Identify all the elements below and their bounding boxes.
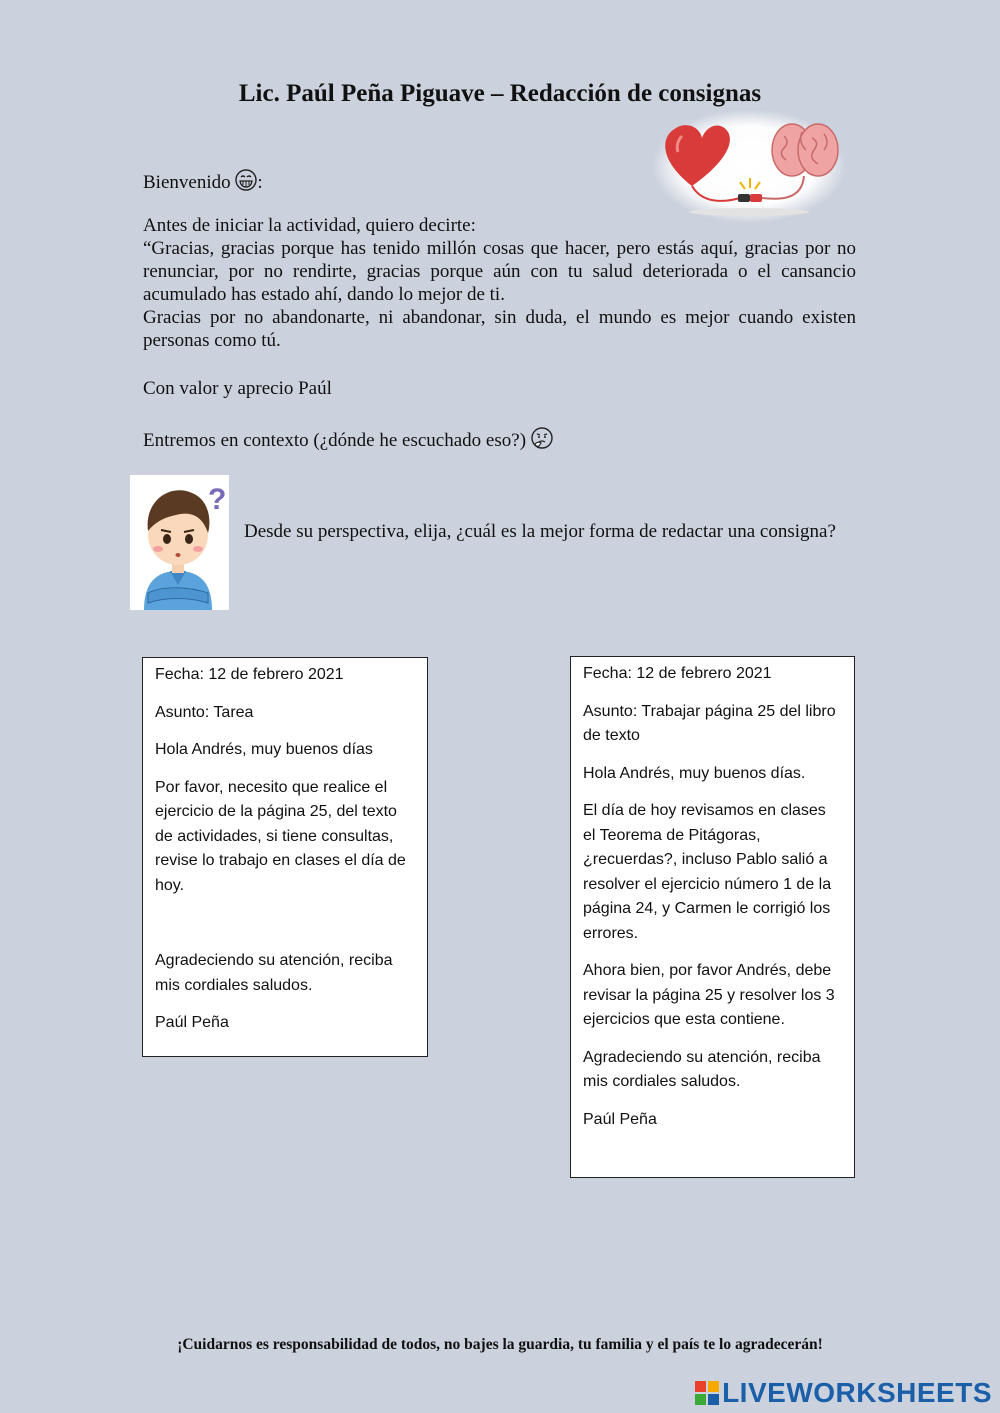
thinking-face-icon <box>531 427 553 455</box>
letter-b-subject: Asunto: Trabajar página 25 del libro de texto <box>583 702 836 744</box>
footer-message: ¡Cuidarnos es responsabilidad de todos, no bajes la guardia, tu familia y el país te lo agradecerán! <box>177 1336 823 1353</box>
letter-a-spacer <box>155 911 415 949</box>
page-title: Lic. Paúl Peña Piguave – Redacción de consignas <box>238 80 762 107</box>
context-text: Entremos en contexto (¿dónde he escuchado eso?) <box>143 430 527 451</box>
letter-option-a[interactable] <box>142 657 428 1057</box>
letter-a-body: Por favor, necesito que realice el ejercicio de la página 25, del texto de actividades, si tiene consultas, revise lo trabajo en clases el día de hoy. <box>155 778 406 894</box>
letter-b-body-1: El día de hoy revisamos en clases el Teorema de Pitágoras, ¿recuerdas?, incluso Pablo salió a resolver el ejercicio número 1 de la página 24, y Carmen le corrigió los errores. <box>583 802 832 942</box>
heart-brain-illustration <box>652 108 847 223</box>
letter-b-greeting: Hola Andrés, muy buenos días. <box>583 764 806 782</box>
intro-quote-1: “Gracias, gracias porque has tenido millón cosas que hacer, pero estás aquí, gracias por no renunciar, por no rendirte, gracias porque aún con tu salud deteriorada o el cansancio acumulado has estado ahí, dando lo mejor de ti. <box>143 238 856 305</box>
letter-a-signature: Paúl Peña <box>155 1014 229 1031</box>
liveworksheets-logo <box>695 1378 992 1408</box>
letter-option-b[interactable] <box>570 656 855 1178</box>
letter-a-closing: Agradeciendo su atención, reciba mis cordiales saludos. <box>155 952 393 994</box>
letter-b-date: Fecha: 12 de febrero 2021 <box>583 665 772 682</box>
heart-brain-icon <box>652 108 847 223</box>
context-line <box>143 427 553 455</box>
letter-b-signature: Paúl Peña <box>583 1110 657 1128</box>
letter-a-greeting: Hola Andrés, muy buenos días <box>155 741 373 758</box>
grinning-face-icon <box>235 169 257 197</box>
intro-lead: Antes de iniciar la actividad, quiero decirte: <box>143 215 476 236</box>
letter-b-closing: Agradeciendo su atención, reciba mis cordiales saludos. <box>583 1048 821 1090</box>
intro-paragraph <box>143 214 856 352</box>
greeting-colon: : <box>257 172 263 193</box>
letter-a-subject: Asunto: Tarea <box>155 703 254 721</box>
question-text: Desde su perspectiva, elija, ¿cuál es la mejor forma de redactar una consigna? <box>244 521 836 542</box>
svg-text:?: ? <box>208 483 227 516</box>
liveworksheets-text: LIVEWORKSHEETS <box>722 1377 992 1408</box>
intro-quote-2: Gracias por no abandonarte, ni abandonar, sin duda, el mundo es mejor cuando existen personas como tú. <box>143 307 856 351</box>
signoff: Con valor y aprecio Paúl <box>143 378 332 399</box>
liveworksheets-mark-icon <box>695 1381 719 1405</box>
letter-b-body-2: Ahora bien, por favor Andrés, debe revisar la página 25 y resolver los 3 ejercicios que esta contiene. <box>583 962 835 1028</box>
thinking-boy-icon <box>130 475 229 610</box>
greeting-line <box>143 169 263 197</box>
letter-a-date: Fecha: 12 de febrero 2021 <box>155 666 344 683</box>
thinking-boy-illustration <box>130 475 229 610</box>
greeting-text: Bienvenido <box>143 172 231 193</box>
